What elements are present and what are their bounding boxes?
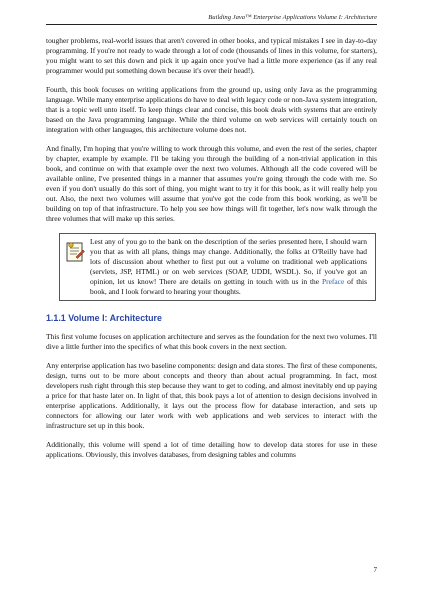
section-paragraph: Additionally, this volume will spend a lot of time detailing how to develop data stores for use in these applications. Obviously, this involves databases, from designing tables and columns bbox=[46, 440, 377, 459]
page-body bbox=[46, 36, 377, 469]
body-paragraph: And finally, I'm hoping that you're willing to work through this volume, and even the rest of the series, chapter by chapter, example by example. I'll be taking you through the building of a non-trivial application in this book, and continue on with that example over the next two volumes. Although all the code covered will be available online, I've presented things in a manner that assumes you're going through the code with me. So even if you don't usually do this sort of thing, you might want to try it for this book, as it will really help you out. Also, the next two volumes will assume that you've got the code from this book working, as we'll be building on top of that infrastructure. To help you see how things will fit together, let's now walk through the three volumes that will make up this series. bbox=[46, 144, 377, 223]
section-paragraph: This first volume focuses on application architecture and serves as the foundation for the next two volumes. I'll dive a little further into the specifics of what this book covers in the next section. bbox=[46, 332, 377, 351]
section-heading: 1.1.1 Volume I: Architecture bbox=[46, 313, 162, 323]
running-header: Building Java™ Enterprise Applications Volume I: Architecture bbox=[208, 14, 377, 21]
note-text-end: of this book, and I look forward to hearing your thoughts. bbox=[90, 277, 367, 296]
body-paragraph: Fourth, this book focuses on writing applications from the ground up, using only Java as the programming language. While many enterprise applications do have to deal with legacy code or non-Java system integration, that is a topic well unto itself. To keep things clear and concise, this book deals with systems that are entirely based on the Java programming language. While the third volume on web services will certainly touch on integration with other languages, this architecture volume does not. bbox=[46, 85, 377, 134]
note-box bbox=[59, 233, 376, 301]
note-text bbox=[90, 237, 367, 297]
page-number: 7 bbox=[373, 566, 377, 574]
body-paragraph: tougher problems, real-world issues that aren't covered in other books, and typical mistakes I see in day-to-day programming. If you're not ready to wade through a lot of code (thousands of lines in this volume, for starters), you might want to set this down and pick it up again once you've had a little more experience (as if any real programmer would put something down because it's over their head!). bbox=[46, 36, 377, 75]
header-rule bbox=[46, 24, 377, 25]
preface-link[interactable]: Preface bbox=[321, 277, 345, 286]
note-icon bbox=[60, 237, 90, 297]
section-paragraph: Any enterprise application has two baseline components: design and data stores. The first of these components, design, turns out to be more about concepts and theory than about actual programming. In fact, most developers rush right through this step because they want to get to coding, and almost inevitably end up paying a price for that haste later on. In light of that, this book pays a lot of attention to design decisions involved in enterprise applications. Additionally, it lays out the process flow for database interaction, and sets up connectors for allowing our later work with web applications and web services to interact with the infrastructure set up in this book. bbox=[46, 361, 377, 430]
note-text-start: Lest any of you go to the bank on the description of the series presented here, I should warn you that as with all plans, things may change. Additionally, the folks at O'Reilly have had lots of discussion about whether to first put out a volume on traditional web applications (servlets, JSP, HTML) or on web services (SOAP, UDDI, WSDL). So, if you've got an opinion, let us know! There are details on getting in touch with us in the bbox=[90, 237, 367, 286]
